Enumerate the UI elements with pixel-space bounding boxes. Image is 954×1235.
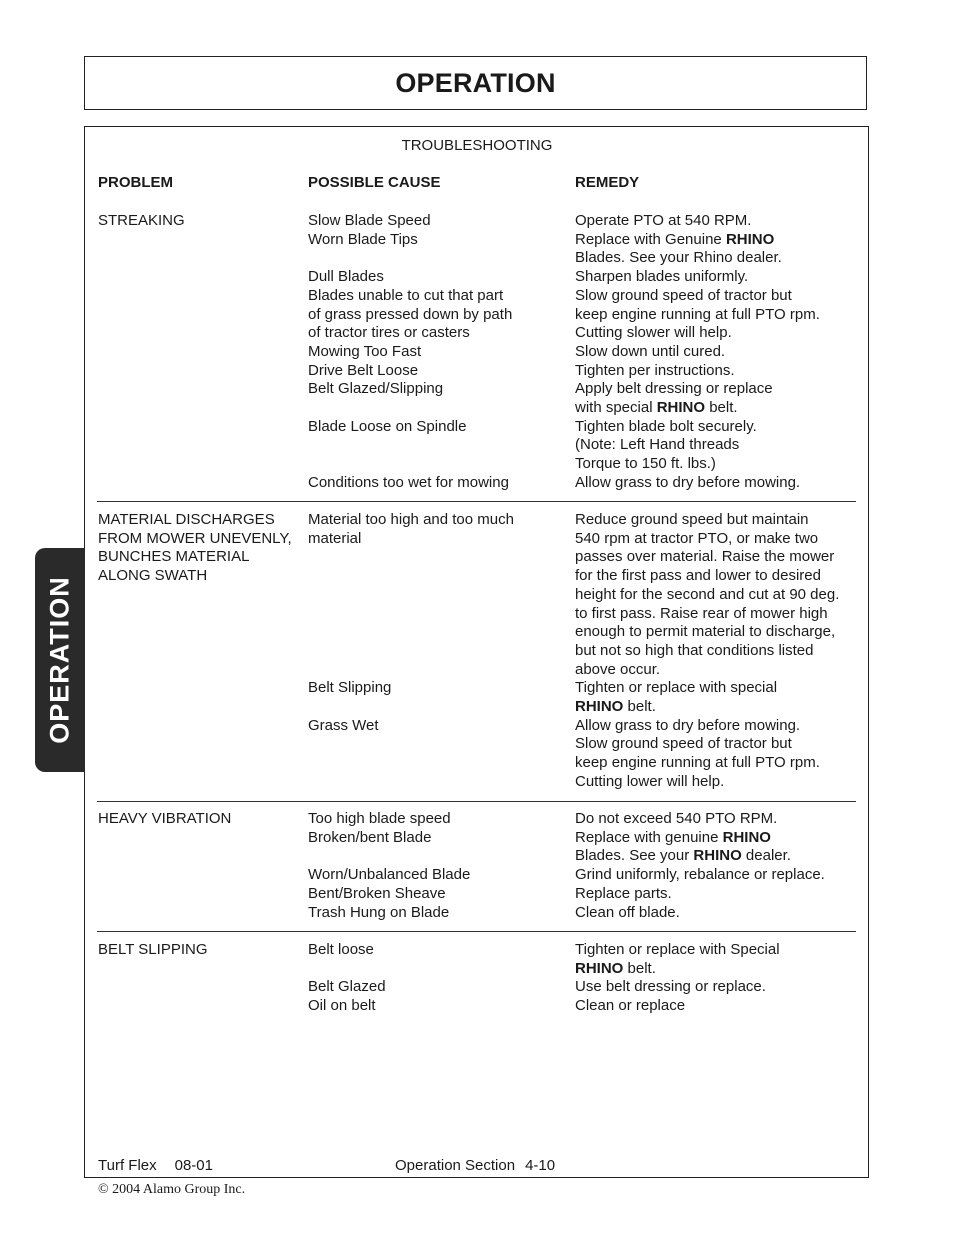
text-line: Reduce ground speed but maintain <box>575 511 809 528</box>
text-line: Dull Blades <box>308 268 384 286</box>
text-line: Worn Blade Tips <box>308 230 418 248</box>
text-line: Replace with genuine RHINO <box>575 828 771 846</box>
text-line: height for the second and cut at 90 deg. <box>575 585 840 603</box>
text-line: Belt Glazed/Slipping <box>308 380 444 398</box>
text-line <box>308 960 386 979</box>
text-line: Allow grass to dry before mowing. <box>575 473 801 491</box>
text-line: Do not exceed 540 PTO RPM. <box>575 810 778 827</box>
remedy-belt-slipping <box>575 941 780 1016</box>
text-line <box>308 847 470 866</box>
text-line: 540 rpm at tractor PTO, or make two <box>575 529 819 547</box>
column-header-cause: POSSIBLE CAUSE <box>308 174 441 191</box>
text-line: of grass pressed down by path <box>308 305 513 323</box>
text-line: Clean off blade. <box>575 903 680 921</box>
text-line: Belt Slipping <box>308 679 392 697</box>
text-line: Apply belt dressing or replace <box>575 380 773 398</box>
text-line: BELT SLIPPING <box>98 941 208 958</box>
text-line: with special RHINO belt. <box>575 399 738 417</box>
text-line: of tractor tires or casters <box>308 324 470 342</box>
text-line: Cutting lower will help. <box>575 772 725 790</box>
copyright: © 2004 Alamo Group Inc. <box>98 1182 246 1197</box>
text-line <box>308 436 512 455</box>
text-line: Use belt dressing or replace. <box>575 978 766 996</box>
text-line: Conditions too wet for mowing <box>308 473 509 491</box>
text-line: Allow grass to dry before mowing. <box>575 716 801 734</box>
text-line: to first pass. Raise rear of mower high <box>575 604 828 622</box>
footer-revision: 08-01 <box>174 1157 213 1174</box>
text-line: Grind uniformly, rebalance or replace. <box>575 866 825 884</box>
row-divider <box>97 931 856 932</box>
text-line: Trash Hung on Blade <box>308 903 450 921</box>
text-line: RHINO belt. <box>575 959 656 977</box>
text-line: Too high blade speed <box>308 810 451 827</box>
text-line <box>308 605 514 624</box>
text-line: Bent/Broken Sheave <box>308 884 446 902</box>
text-line: Slow ground speed of tractor but <box>575 735 792 753</box>
text-line: keep engine running at full PTO rpm. <box>575 754 820 772</box>
text-line: Blades. See your RHINO dealer. <box>575 847 791 865</box>
row-divider <box>97 501 856 502</box>
text-line: Torque to 150 ft. lbs.) <box>575 455 716 473</box>
text-line <box>308 249 512 268</box>
problem-heavy-vibration <box>98 810 231 829</box>
text-line: Blades unable to cut that part <box>308 286 504 304</box>
problem-material-discharge <box>98 511 292 586</box>
remedy-material-discharge <box>575 511 839 792</box>
text-line: for the first pass and lower to desired <box>575 567 821 585</box>
text-line <box>308 642 514 661</box>
text-line: Belt loose <box>308 941 374 958</box>
text-line: Sharpen blades uniformly. <box>575 268 749 286</box>
cause-material-discharge <box>308 511 514 735</box>
footer-model: Turf Flex <box>98 1157 157 1174</box>
text-line: Replace parts. <box>575 884 672 902</box>
text-line: Tighten per instructions. <box>575 361 735 379</box>
text-line <box>308 586 514 605</box>
page-title: OPERATION <box>395 67 556 98</box>
footer-section: Operation Section <box>395 1157 516 1174</box>
problem-belt-slipping <box>98 941 208 960</box>
text-line: enough to permit material to discharge, <box>575 623 836 641</box>
text-line: Broken/bent Blade <box>308 828 432 846</box>
text-line: Slow Blade Speed <box>308 212 431 229</box>
text-line: Replace with Genuine RHINO <box>575 230 775 248</box>
header-box <box>84 56 867 110</box>
side-tab-label: OPERATION <box>44 576 75 744</box>
text-line: Tighten or replace with Special <box>575 941 780 958</box>
text-line: HEAVY VIBRATION <box>98 810 232 827</box>
text-line: Slow ground speed of tractor but <box>575 286 792 304</box>
text-line <box>308 698 514 717</box>
text-line: Worn/Unbalanced Blade <box>308 866 471 884</box>
remedy-heavy-vibration <box>575 810 825 922</box>
cause-belt-slipping <box>308 941 386 1016</box>
text-line <box>308 399 512 418</box>
text-line: (Note: Left Hand threads <box>575 436 740 454</box>
text-line: Mowing Too Fast <box>308 342 422 360</box>
text-line <box>308 548 514 567</box>
column-header-remedy: REMEDY <box>575 174 640 191</box>
text-line: Cutting slower will help. <box>575 324 732 342</box>
text-line: ALONG SWATH <box>98 567 208 585</box>
text-line: Grass Wet <box>308 716 379 734</box>
text-line: but not so high that conditions listed <box>575 641 814 659</box>
text-line: BUNCHES MATERIAL <box>98 548 250 566</box>
text-line: above occur. <box>575 660 661 678</box>
footer-section-info <box>395 1157 555 1174</box>
column-header-problem: PROBLEM <box>98 174 173 191</box>
text-line: Blades. See your Rhino dealer. <box>575 249 782 267</box>
text-line <box>308 661 514 680</box>
footer-page-number: 4-10 <box>525 1157 556 1174</box>
text-line: STREAKING <box>98 212 185 229</box>
text-line: Belt Glazed <box>308 978 386 996</box>
text-line: Clean or replace <box>575 997 686 1015</box>
remedy-streaking <box>575 212 820 493</box>
text-line: Slow down until cured. <box>575 342 726 360</box>
text-line: Blade Loose on Spindle <box>308 417 467 435</box>
row-divider <box>97 801 856 802</box>
text-line: FROM MOWER UNEVENLY, <box>98 529 292 547</box>
text-line: keep engine running at full PTO rpm. <box>575 305 820 323</box>
cause-heavy-vibration <box>308 810 470 922</box>
text-line: RHINO belt. <box>575 698 656 716</box>
text-line: MATERIAL DISCHARGES <box>98 511 275 528</box>
cause-streaking <box>308 212 512 493</box>
problem-streaking <box>98 212 185 231</box>
text-line: Operate PTO at 540 RPM. <box>575 212 752 229</box>
text-line: material <box>308 529 362 547</box>
text-line: Drive Belt Loose <box>308 361 419 379</box>
text-line <box>308 455 512 474</box>
footer-model-info <box>98 1157 213 1174</box>
text-line: Tighten blade bolt securely. <box>575 417 757 435</box>
text-line: Oil on belt <box>308 997 376 1015</box>
text-line: Tighten or replace with special <box>575 679 778 697</box>
text-line <box>308 567 514 586</box>
section-title: TROUBLESHOOTING <box>401 137 553 154</box>
text-line <box>308 623 514 642</box>
text-line: Material too high and too much <box>308 511 514 528</box>
text-line: passes over material. Raise the mower <box>575 548 835 566</box>
